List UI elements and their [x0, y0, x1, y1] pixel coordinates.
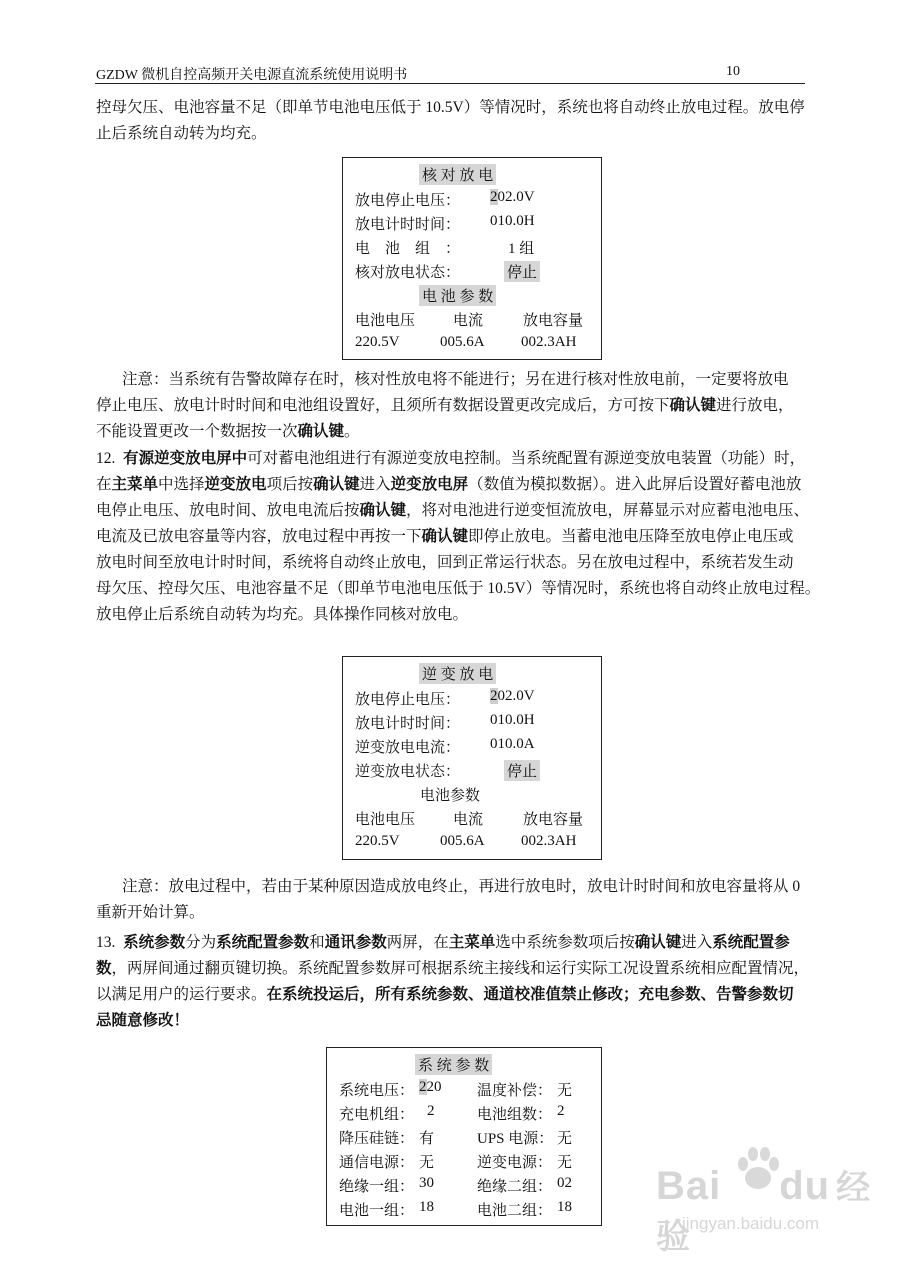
column-value: 005.6A	[440, 833, 485, 849]
column-header: 电流	[453, 812, 484, 828]
column-value: 005.6A	[440, 334, 485, 350]
param-label: 降压硅链：	[339, 1131, 415, 1147]
param-label: UPS 电源：	[477, 1131, 554, 1147]
header-divider	[95, 83, 805, 84]
status-value[interactable]: 停止	[504, 760, 540, 781]
edit-cursor: 2	[490, 189, 498, 205]
row-label: 放电停止电压：	[355, 193, 461, 209]
text-line: 母欠压、控母欠压、电池容量不足（即单节电池电压低于 10.5V）等情况时，系统也将自动终止放电过程。	[96, 580, 821, 597]
text-line: 数，两屏间通过翻页键切换。系统配置参数屏可根据系统主接线和运行实际工况设置系统相应配置情况，	[96, 960, 810, 977]
column-header: 放电容量	[523, 313, 584, 329]
text-line: 在主菜单中选择逆变放电项后按确认键进入逆变放电屏（数值为模拟数据）。进入此屏后设置好蓄电池放	[96, 476, 802, 493]
column-value: 002.3AH	[521, 833, 577, 849]
row-value[interactable]: 1 组	[508, 241, 535, 257]
text-line: 不能设置更改一个数据按一次确认键。	[96, 423, 360, 440]
column-header: 电流	[453, 313, 484, 329]
param-value[interactable]: 无	[419, 1155, 435, 1171]
param-label: 温度补偿：	[477, 1083, 553, 1099]
row-label: 逆变放电电流：	[355, 740, 461, 756]
edit-cursor: 2	[419, 1079, 427, 1095]
param-label: 充电机组：	[339, 1107, 415, 1123]
text-line: 忌随意修改！	[96, 1012, 190, 1029]
param-label: 绝缘一组：	[339, 1179, 415, 1195]
note-paragraph-2	[96, 874, 808, 926]
param-value[interactable]: 无	[557, 1131, 573, 1147]
param-value[interactable]: 无	[557, 1083, 573, 1099]
param-value[interactable]: 有	[419, 1131, 435, 1147]
lcd-screen-verify-discharge	[342, 157, 602, 360]
param-value[interactable]: 02	[557, 1175, 572, 1191]
column-value: 220.5V	[355, 334, 400, 350]
param-label: 逆变电源：	[477, 1155, 553, 1171]
page-number: 10	[726, 64, 740, 79]
text-line: 重新开始计算。	[96, 904, 205, 921]
param-label: 绝缘二组：	[477, 1179, 553, 1195]
row-label: 放电停止电压：	[355, 692, 461, 708]
param-value[interactable]: 220	[419, 1079, 442, 1095]
param-value[interactable]: 18	[419, 1199, 434, 1215]
column-header: 电池电压	[355, 313, 416, 329]
row-label: 电 池 组 ：	[355, 241, 461, 257]
text-line: 放电停止后系统自动转为均充。具体操作同核对放电。	[96, 606, 469, 623]
column-value: 220.5V	[355, 833, 400, 849]
column-header: 电池电压	[355, 812, 416, 828]
row-label: 放电计时时间：	[355, 217, 461, 233]
param-label: 电池二组：	[477, 1203, 553, 1219]
watermark-logo: Bai du 经验	[656, 1164, 872, 1256]
paw-icon	[730, 1142, 786, 1198]
text-line: 控母欠压、电池容量不足（即单节电池电压低于 10.5V）等情况时，系统也将自动终止放电过程。放电停	[96, 99, 805, 116]
row-value[interactable]: 010.0H	[490, 213, 535, 229]
param-value[interactable]: 18	[557, 1199, 572, 1215]
screen-title: 逆 变 放 电	[419, 663, 496, 684]
edit-cursor: 2	[490, 688, 498, 704]
text-line: 注意：当系统有告警故障存在时，核对性放电将不能进行；另在进行核对性放电前，一定要将放电	[122, 371, 789, 388]
row-value[interactable]: 010.0A	[490, 736, 535, 752]
column-value: 002.3AH	[521, 334, 577, 350]
param-value[interactable]: 无	[557, 1155, 573, 1171]
row-value[interactable]: 202.0V	[490, 688, 535, 704]
text-line: 停止电压、放电计时时间和电池组设置好，且须所有数据设置更改完成后，方可按下确认键进行放电，	[96, 397, 794, 414]
row-value[interactable]: 010.0H	[490, 712, 535, 728]
param-value[interactable]: 2	[557, 1103, 565, 1119]
text-line: 电流及已放电容量等内容，放电过程中再按一下确认键即停止放电。当蓄电池电压降至放电停止电压或	[96, 528, 794, 545]
note-paragraph-1	[96, 367, 808, 445]
lcd-screen-inverter-discharge	[342, 656, 602, 860]
param-value[interactable]: 30	[419, 1175, 434, 1191]
text-line: 13. 系统参数分为系统配置参数和通讯参数两屏，在主菜单选中系统参数项后按确认键进入系统配置参	[96, 934, 790, 951]
section-title: 电 池 参 数	[419, 285, 496, 306]
param-label: 电池一组：	[339, 1203, 415, 1219]
text-line: 电停止电压、放电时间、放电电流后按确认键，将对电池进行逆变恒流放电，屏幕显示对应蓄电池电压、	[96, 502, 810, 519]
row-label: 核对放电状态：	[355, 265, 461, 281]
row-value[interactable]: 202.0V	[490, 189, 535, 205]
text-line: 以满足用户的运行要求。在系统投运后，所有系统参数、通道校准值禁止修改；充电参数、告警参数切	[96, 986, 794, 1003]
param-label: 电池组数：	[477, 1107, 553, 1123]
column-header: 放电容量	[523, 812, 584, 828]
row-label: 逆变放电状态：	[355, 764, 461, 780]
screen-title: 核 对 放 电	[419, 164, 496, 185]
screen-title: 系 统 参 数	[415, 1054, 492, 1075]
document-header-title: GZDW 微机自控高频开关电源直流系统使用说明书	[96, 68, 408, 83]
param-value[interactable]: 2	[427, 1103, 435, 1119]
text-line: 注意：放电过程中，若由于某种原因造成放电终止，再进行放电时，放电计时时间和放电容量将从 0	[122, 878, 801, 895]
intro-paragraph	[96, 95, 808, 147]
status-value[interactable]: 停止	[504, 261, 540, 282]
text-line: 止后系统自动转为均充。	[96, 125, 267, 142]
watermark-url: jingyan.baidu.com	[682, 1214, 820, 1233]
baidu-jingyan-watermark	[656, 1160, 904, 1258]
text-line: 放电时间至放电计时时间，系统将自动终止放电，回到正常运行状态。另在放电过程中，系统若发生动	[96, 554, 794, 571]
text-line: 12. 有源逆变放电屏中可对蓄电池组进行有源逆变放电控制。当系统配置有源逆变放电装置（功能）时，	[96, 450, 806, 467]
item-12-paragraph	[96, 446, 821, 628]
lcd-screen-system-params	[326, 1047, 602, 1226]
row-label: 放电计时时间：	[355, 716, 461, 732]
param-label: 通信电源：	[339, 1155, 415, 1171]
section-title: 电池参数	[420, 788, 481, 804]
param-label: 系统电压：	[339, 1083, 415, 1099]
item-13-paragraph	[96, 930, 808, 1034]
